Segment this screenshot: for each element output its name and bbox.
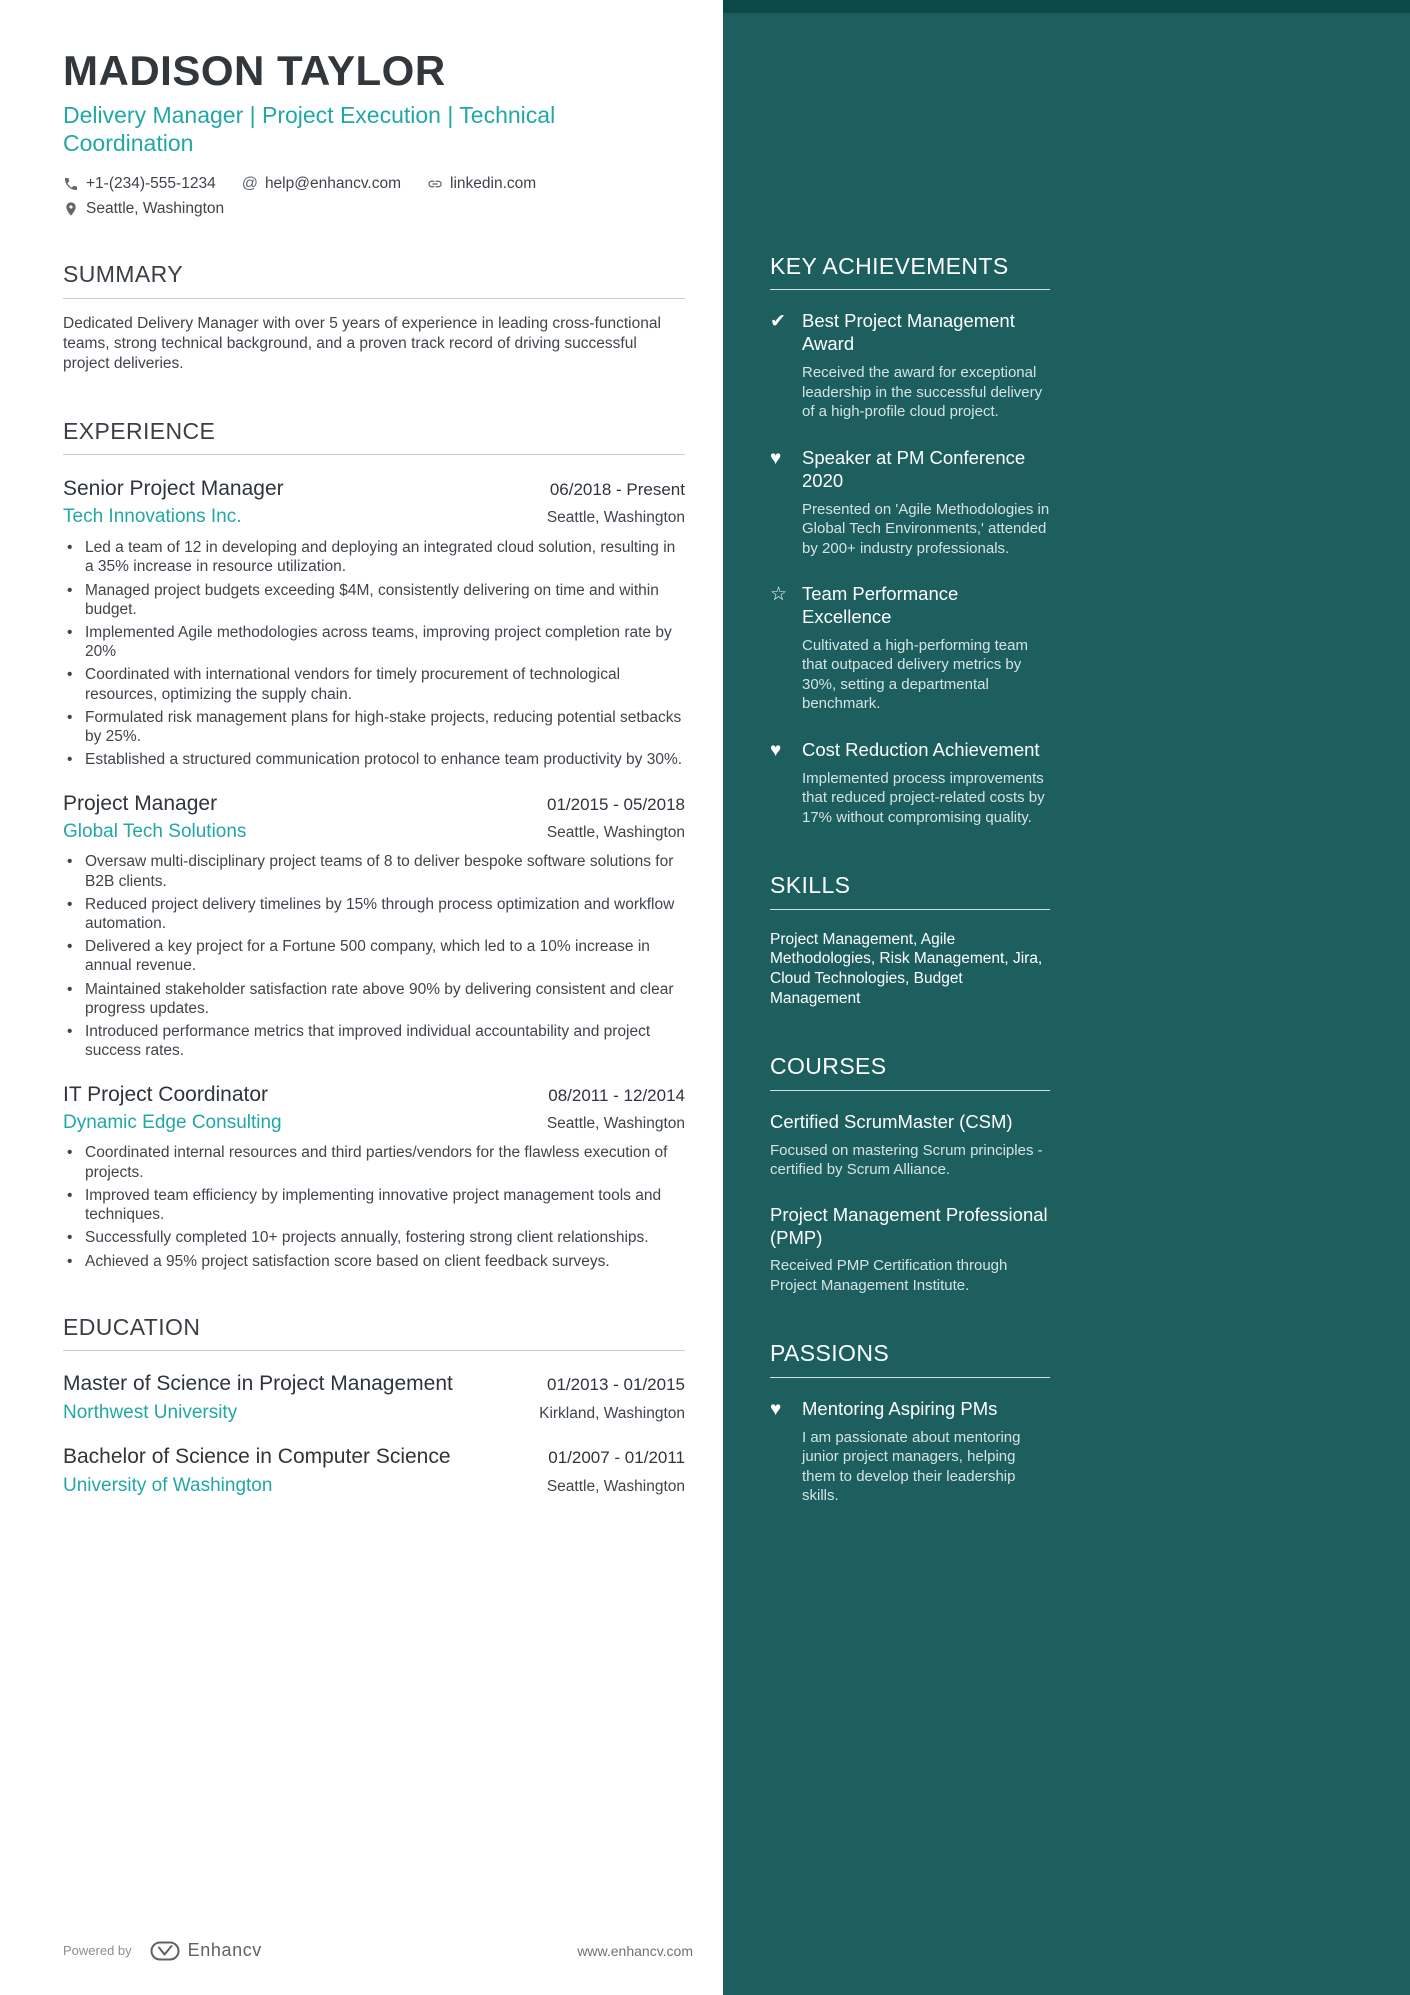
job-title: IT Project Coordinator xyxy=(63,1082,269,1106)
course-item xyxy=(770,1111,1050,1180)
job-company: Global Tech Solutions xyxy=(63,820,247,842)
achievement-item xyxy=(770,739,1050,827)
site-link[interactable]: www.enhancv.com xyxy=(577,1942,693,1959)
job-location: Seattle, Washington xyxy=(546,823,685,841)
contact-row xyxy=(63,200,685,218)
course-text: Received PMP Certification through Project Management Institute. xyxy=(770,1257,1008,1294)
heading-rule xyxy=(63,1350,685,1351)
achievement-text: Cultivated a high-performing team that outpaced delivery metrics by 30%, setting a departmental benchmark. xyxy=(802,636,1028,713)
heading-rule xyxy=(770,1090,1050,1091)
degree-location: Kirkland, Washington xyxy=(539,1405,685,1423)
link-icon xyxy=(427,176,443,192)
phone-item xyxy=(63,175,216,193)
job-title: Senior Project Manager xyxy=(63,477,284,501)
location-item xyxy=(63,200,224,218)
check-icon: ✔ xyxy=(770,311,786,333)
heart-icon: ♥ xyxy=(770,447,782,469)
job-company-row xyxy=(63,1107,685,1136)
job-bullet: • Delivered a key project for a Fortune 500 company, which led to a 10% increase in annual revenue. xyxy=(63,937,685,975)
heading-rule xyxy=(63,454,685,455)
job-title-row xyxy=(63,476,685,501)
job-bullet: • Coordinated internal resources and third parties/vendors for the flawless execution of projects. xyxy=(63,1143,685,1181)
degree-school-row xyxy=(63,1469,685,1497)
contact-block xyxy=(63,175,685,218)
link-item[interactable] xyxy=(427,175,536,193)
job-bullet: • Formulated risk management plans for high-stake projects, reducing potential setbacks by 25%. xyxy=(63,708,685,746)
summary-heading: SUMMARY xyxy=(63,261,183,288)
job-dates: 01/2015 - 05/2018 xyxy=(546,794,685,814)
job-bullet: • Managed project budgets exceeding $4M, consistently delivering on time and within budget. xyxy=(63,581,685,619)
degree-dates: 01/2013 - 01/2015 xyxy=(546,1375,685,1395)
achievement-text: Presented on 'Agile Methodologies in Global Tech Environments,' attended by 200+ industry professionals. xyxy=(802,500,1050,557)
job-bullet: • Coordinated with international vendors for timely procurement of technological resources, optimizing the supply chain. xyxy=(63,665,685,703)
heading-rule xyxy=(770,1377,1050,1378)
job-bullet: • Established a structured communication protocol to enhance team productivity by 30%. xyxy=(63,750,685,769)
skills-section xyxy=(770,873,1050,1008)
job-dates: 08/2011 - 12/2014 xyxy=(548,1085,685,1105)
footer xyxy=(63,1940,693,1961)
main-column xyxy=(63,0,685,1497)
degree-entry xyxy=(63,1371,685,1424)
key-achievements-section xyxy=(770,254,1050,827)
key-achievements-heading: KEY ACHIEVEMENTS xyxy=(770,253,1009,279)
achievement-title: Best Project Management Award xyxy=(802,310,1015,355)
email-icon: @ xyxy=(241,175,258,193)
job-dates: 06/2018 - Present xyxy=(549,480,685,500)
enhancv-logo-icon xyxy=(150,1941,180,1961)
job-bullet: • Successfully completed 10+ projects annually, fostering strong client relationships. xyxy=(63,1228,685,1247)
summary-text: Dedicated Delivery Manager with over 5 years of experience in leading cross-functional teams, strong technical background, and a proven track record of driving successful project deliveries. xyxy=(63,314,661,373)
job-company-row xyxy=(63,501,685,530)
location-text: Seattle, Washington xyxy=(86,200,225,218)
skills-heading: SKILLS xyxy=(770,872,851,899)
job-company-row xyxy=(63,816,685,845)
degree-school: University of Washington xyxy=(63,1475,273,1497)
phone-icon xyxy=(63,176,79,192)
job-company: Tech Innovations Inc. xyxy=(63,506,242,528)
courses-section xyxy=(770,1054,1050,1295)
achievement-body xyxy=(802,310,1050,421)
heading-rule xyxy=(63,298,685,299)
location-pin-icon xyxy=(63,201,79,217)
email-address[interactable]: help@enhancv.com xyxy=(264,175,402,193)
achievement-item xyxy=(770,447,1050,558)
degree-school-row xyxy=(63,1396,685,1424)
job-title-row xyxy=(63,791,685,816)
achievement-title: Cost Reduction Achievement xyxy=(802,738,1040,760)
achievement-body xyxy=(802,447,1050,558)
phone-number: +1-(234)-555-1234 xyxy=(86,175,216,193)
passion-body xyxy=(802,1398,1050,1506)
passions-section xyxy=(770,1341,1050,1505)
experience-section xyxy=(63,419,685,1271)
degree-dates: 01/2007 - 01/2011 xyxy=(548,1448,685,1468)
skills-list: Project Management, Agile Methodologies, Risk Management, Jira, Cloud Technologies, Budget Management xyxy=(770,930,1043,1007)
achievement-title: Team Performance Excellence xyxy=(802,583,959,627)
job-location: Seattle, Washington xyxy=(546,1114,685,1132)
candidate-headline: Delivery Manager | Project Execution | Technical Coordination xyxy=(63,102,556,157)
experience-heading: EXPERIENCE xyxy=(63,417,216,444)
job-entry xyxy=(63,1082,685,1271)
job-entry xyxy=(63,791,685,1061)
job-bullet: • Reduced project delivery timelines by 15% through process optimization and workflow automation. xyxy=(63,895,685,933)
degree-title: Master of Science in Project Management xyxy=(63,1372,453,1396)
passion-text: I am passionate about mentoring junior project managers, helping them to develop their leadership skills. xyxy=(802,1428,1021,1505)
job-bullets xyxy=(63,852,685,1060)
education-section xyxy=(63,1315,685,1498)
powered-by-label: Powered by xyxy=(63,1943,132,1958)
courses-heading: COURSES xyxy=(770,1053,887,1080)
sidebar-content xyxy=(770,254,1050,1506)
star-icon: ☆ xyxy=(770,584,788,606)
job-bullet: • Led a team of 12 in developing and deploying an integrated cloud solution, resulting in a 35% increase in resource utilization. xyxy=(63,538,685,576)
degree-title-row xyxy=(63,1444,685,1469)
job-title: Project Manager xyxy=(63,791,218,815)
achievement-item xyxy=(770,583,1050,714)
education-heading: EDUCATION xyxy=(63,1313,201,1340)
passion-item xyxy=(770,1398,1050,1506)
achievement-body xyxy=(802,583,1050,714)
achievement-item xyxy=(770,310,1050,421)
sidebar-top-strip xyxy=(723,0,1410,13)
job-location: Seattle, Washington xyxy=(546,509,685,527)
heading-rule xyxy=(770,289,1050,290)
candidate-name: MADISON TAYLOR xyxy=(63,47,446,94)
job-title-row xyxy=(63,1082,685,1107)
degree-title-row xyxy=(63,1371,685,1396)
course-text: Focused on mastering Scrum principles - certified by Scrum Alliance. xyxy=(770,1141,1043,1179)
job-entry xyxy=(63,476,685,769)
heading-rule xyxy=(770,909,1050,910)
brand-name: Enhancv xyxy=(187,1940,262,1960)
job-bullet: • Oversaw multi-disciplinary project teams of 8 to deliver bespoke software solutions for B2B clients. xyxy=(63,852,685,890)
job-bullets xyxy=(63,538,685,769)
degree-school: Northwest University xyxy=(63,1402,238,1424)
degree-entry xyxy=(63,1444,685,1497)
summary-section xyxy=(63,262,685,375)
achievement-title: Speaker at PM Conference 2020 xyxy=(802,446,1026,491)
course-title: Certified ScrumMaster (CSM) xyxy=(770,1110,1013,1132)
achievement-text: Received the award for exceptional leadership in the successful delivery of a high-profile cloud project. xyxy=(802,364,1043,421)
passion-title: Mentoring Aspiring PMs xyxy=(802,1397,998,1419)
course-title: Project Management Professional (PMP) xyxy=(770,1203,1048,1248)
job-bullet: • Introduced performance metrics that improved individual accountability and project success rates. xyxy=(63,1022,685,1060)
email-item[interactable] xyxy=(242,175,401,193)
degree-location: Seattle, Washington xyxy=(546,1478,685,1496)
degree-title: Bachelor of Science in Computer Science xyxy=(63,1445,451,1469)
course-item xyxy=(770,1204,1050,1296)
job-bullet: • Achieved a 95% project satisfaction score based on client feedback surveys. xyxy=(63,1252,685,1271)
sidebar xyxy=(723,0,1410,1995)
job-company: Dynamic Edge Consulting xyxy=(63,1111,282,1133)
job-bullet: • Implemented Agile methodologies across teams, improving project completion rate by 20% xyxy=(63,623,685,661)
contact-row xyxy=(63,175,685,193)
heart-icon: ♥ xyxy=(770,739,782,761)
profile-link[interactable]: linkedin.com xyxy=(450,175,537,193)
achievement-text: Implemented process improvements that reduced project-related costs by 17% without compromising quality. xyxy=(802,769,1045,826)
job-bullet: • Improved team efficiency by implementing innovative project management tools and techniques. xyxy=(63,1186,685,1224)
heart-icon: ♥ xyxy=(770,1398,782,1420)
achievement-body xyxy=(802,739,1050,827)
job-bullet: • Maintained stakeholder satisfaction rate above 90% by delivering consistent and clear progress updates. xyxy=(63,980,685,1018)
passions-heading: PASSIONS xyxy=(770,1340,890,1367)
job-bullets xyxy=(63,1143,685,1270)
